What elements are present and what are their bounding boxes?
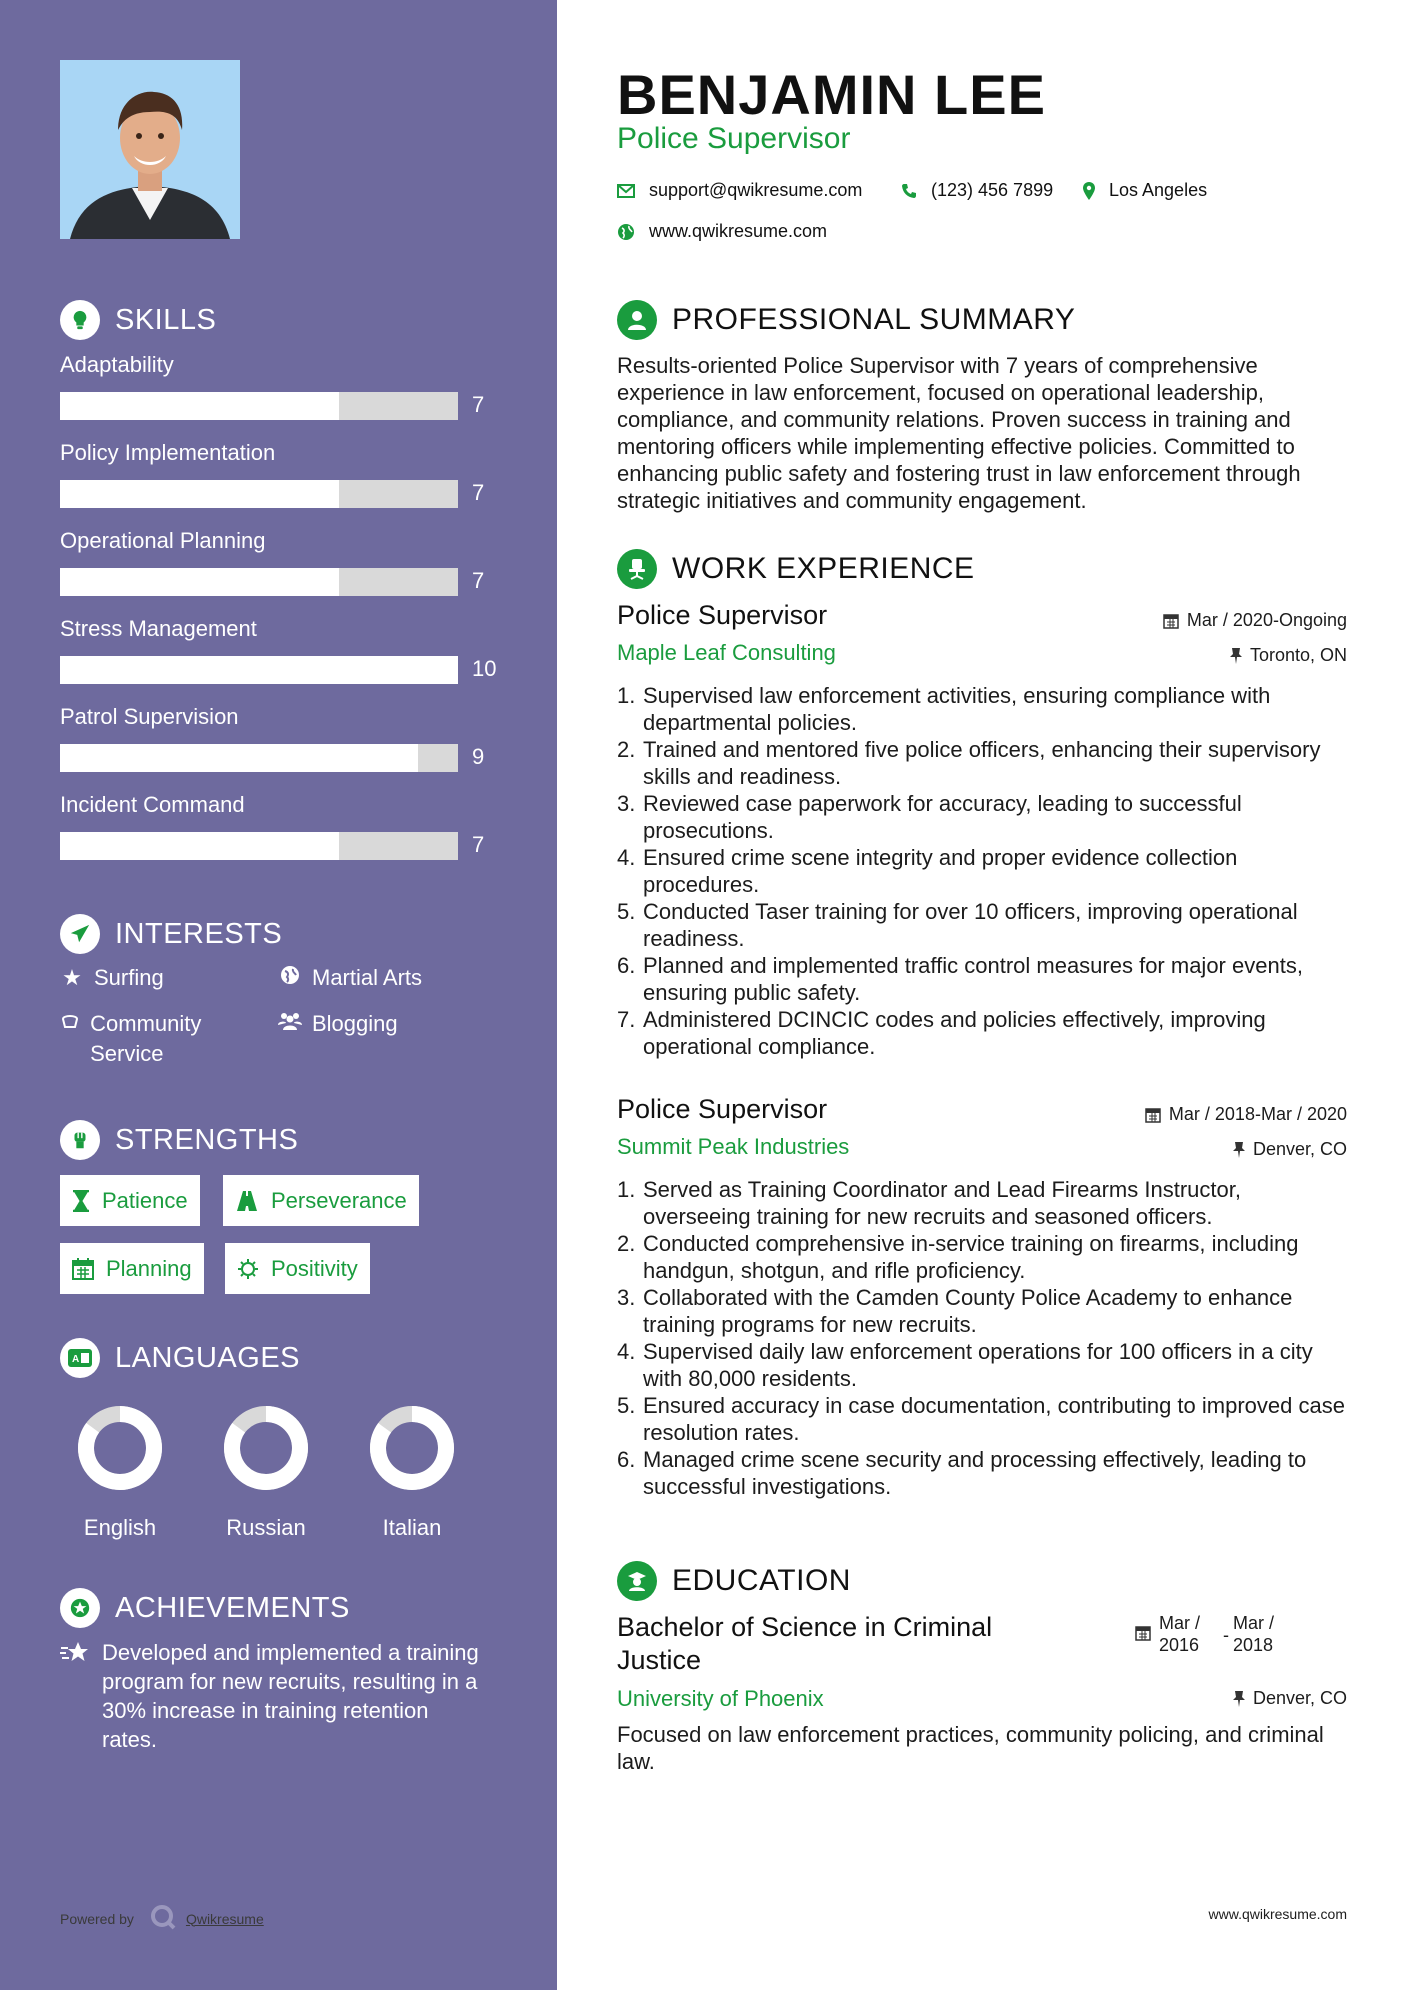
job-dates: Mar / 2020-Ongoing (1163, 610, 1347, 631)
paper-plane-icon (60, 914, 100, 954)
job-location: Toronto, ON (1230, 645, 1347, 666)
calendar-icon (1163, 613, 1179, 629)
language-icon (60, 1338, 100, 1378)
contact-email: support@qwikresume.com (617, 180, 862, 201)
fist-icon (60, 1120, 100, 1160)
skill-bar (60, 744, 458, 772)
powered-by: Powered by Qwikresume (60, 1904, 264, 1933)
education-dates: Mar / 2016 - Mar / 2018 (1135, 1612, 1293, 1656)
contact-phone: (123) 456 7899 (901, 180, 1053, 201)
interest-item: Blogging (278, 1009, 398, 1039)
skill-bar-fill (60, 832, 339, 860)
contact-website: www.qwikresume.com (617, 221, 827, 242)
job-bullet: 7. Administered DCINCIC codes and policies effectively, improving operational compliance. (617, 1007, 1266, 1059)
job-bullet: 4. Ensured crime scene integrity and proper evidence collection procedures. (617, 845, 1238, 897)
skill-item (60, 528, 510, 593)
language-ring (352, 1402, 472, 1502)
skill-name: Stress Management (60, 616, 257, 641)
job-location: Denver, CO (1233, 1139, 1347, 1160)
profile-photo (60, 60, 240, 239)
graduate-icon (617, 1561, 657, 1601)
skill-bar (60, 392, 458, 420)
phone-icon (901, 183, 917, 199)
candidate-name: BENJAMIN LEE (617, 63, 1046, 126)
pushpin-icon (1233, 1142, 1245, 1158)
calendar-icon (1135, 1624, 1151, 1646)
interests-heading: INTERESTS (60, 914, 282, 954)
users-icon (278, 1009, 302, 1039)
globe-icon (617, 223, 635, 241)
office-chair-icon (617, 549, 657, 589)
skill-item (60, 792, 510, 857)
skill-name: Policy Implementation (60, 440, 276, 465)
strength-chip: Planning (60, 1243, 204, 1294)
sidebar (0, 0, 557, 1990)
job-bullet: 1. Supervised law enforcement activities, ensuring compliance with departmental policies. (617, 683, 1271, 735)
job-bullet: 5. Conducted Taser training for over 10 officers, improving operational readiness. (617, 899, 1298, 951)
strengths-heading: STRENGTHS (60, 1120, 298, 1160)
job-dates: Mar / 2018-Mar / 2020 (1145, 1104, 1347, 1125)
envelope-icon (617, 184, 635, 198)
interest-item: Community Service (60, 1009, 250, 1069)
skill-value: 7 (472, 568, 485, 593)
skill-name: Adaptability (60, 352, 174, 377)
language-item (206, 1402, 326, 1541)
summary-text: Results-oriented Police Supervisor with 7 years of comprehensive experience in law enforcement, focused on operational leadership, compliance, and community relations. Proven success in training and mentoring officers while implementing effective policies. Committed to enhancing public safety and fostering trust in law enforcement through strategic initiatives and community engagement. (617, 353, 1301, 513)
job-bullets (617, 682, 1347, 1060)
skills-heading: SKILLS (60, 300, 216, 340)
star-icon: ★ (62, 965, 82, 990)
skill-item (60, 616, 510, 681)
language-name: English (83, 1515, 157, 1540)
strength-chip: Positivity (225, 1243, 370, 1294)
qwikresume-logo-icon (150, 1904, 176, 1933)
job-title: Police Supervisor (617, 1094, 828, 1124)
skill-value: 7 (472, 480, 485, 505)
skill-bar (60, 480, 458, 508)
skill-value: 7 (472, 832, 485, 857)
calendar-icon (1145, 1107, 1161, 1123)
pushpin-icon (1230, 648, 1242, 664)
skill-item (60, 440, 510, 505)
job-bullet: 4. Supervised daily law enforcement operations for 100 officers in a city with 80,000 residents. (617, 1339, 1313, 1391)
achievement-item: Developed and implemented a training program for new recruits, resulting in a 30% increase in training retention rates. (60, 1638, 480, 1754)
hand-icon (60, 1009, 80, 1039)
language-name: Russian (226, 1515, 306, 1540)
footer-url[interactable]: www.qwikresume.com (1208, 1906, 1347, 1922)
strength-chip: Perseverance (223, 1175, 419, 1226)
lightbulb-icon (60, 300, 100, 340)
skill-bar (60, 832, 458, 860)
language-ring (60, 1402, 180, 1502)
job-bullet: 1. Served as Training Coordinator and Lead Firearms Instructor, overseeing training for new recruits and seasoned officers. (617, 1177, 1241, 1229)
road-icon (235, 1191, 259, 1211)
achievements-heading: ACHIEVEMENTS (60, 1588, 350, 1628)
experience-heading: WORK EXPERIENCE (617, 549, 975, 589)
language-ring (206, 1402, 326, 1502)
job-bullet: 3. Collaborated with the Camden County Police Academy to enhance training programs for new recruits. (617, 1285, 1293, 1337)
skill-item (60, 352, 510, 417)
education-heading: EDUCATION (617, 1561, 851, 1601)
skill-name: Patrol Supervision (60, 704, 239, 729)
stars-icon (60, 1638, 90, 1754)
calendar-icon (72, 1258, 94, 1280)
skill-name: Incident Command (60, 792, 245, 817)
job-bullet: 6. Planned and implemented traffic control measures for major events, ensuring public safety. (617, 953, 1303, 1005)
job-bullets (617, 1176, 1347, 1500)
skill-bar-fill (60, 392, 339, 420)
svg-text:A: A (72, 1354, 80, 1365)
summary-heading: PROFESSIONAL SUMMARY (617, 300, 1075, 340)
hourglass-icon (72, 1190, 90, 1212)
skill-name: Operational Planning (60, 528, 266, 553)
qwikresume-link[interactable]: Qwikresume (185, 1910, 264, 1927)
star-badge-icon (60, 1588, 100, 1628)
interest-item: ★ Surfing (60, 963, 164, 993)
skill-bar (60, 568, 458, 596)
job-bullet: 3. Reviewed case paperwork for accuracy, leading to successful prosecutions. (617, 791, 1242, 843)
education-school: University of Phoenix (617, 1686, 824, 1711)
map-pin-icon (1083, 182, 1095, 200)
sun-icon (237, 1258, 259, 1280)
candidate-role: Police Supervisor (617, 122, 851, 155)
skill-bar-fill (60, 744, 418, 772)
job-company: Maple Leaf Consulting (617, 640, 836, 665)
education-degree: Bachelor of Science in Criminal Justice (617, 1612, 993, 1675)
skill-bar-fill (60, 568, 339, 596)
skill-bar (60, 656, 458, 684)
job-bullet: 2. Trained and mentored five police officers, enhancing their supervisory skills and readiness. (617, 737, 1321, 789)
language-name: Italian (382, 1515, 442, 1540)
job-bullet: 2. Conducted comprehensive in-service training on firearms, including handgun, shotgun, and rifle proficiency. (617, 1231, 1299, 1283)
job-title: Police Supervisor (617, 600, 828, 630)
education-description: Focused on law enforcement practices, community policing, and criminal law. (617, 1722, 1324, 1774)
skill-value: 9 (472, 744, 485, 769)
languages-heading: A LANGUAGES (60, 1338, 300, 1378)
pushpin-icon (1233, 1691, 1245, 1707)
contact-location: Los Angeles (1083, 180, 1207, 201)
job-bullet: 5. Ensured accuracy in case documentation, contributing to improved case resolution rates. (617, 1393, 1345, 1445)
skill-bar-fill (60, 480, 339, 508)
skill-bar-fill (60, 656, 458, 684)
skill-item (60, 704, 510, 769)
user-icon (617, 300, 657, 340)
strength-chip: Patience (60, 1175, 200, 1226)
language-item (60, 1402, 180, 1541)
globe-icon (278, 963, 302, 993)
skill-value: 10 (472, 656, 497, 681)
interest-item: Martial Arts (278, 963, 422, 993)
skill-value: 7 (472, 392, 485, 417)
language-item (352, 1402, 472, 1541)
job-company: Summit Peak Industries (617, 1134, 850, 1159)
education-location: Denver, CO (1233, 1688, 1347, 1709)
job-bullet: 6. Managed crime scene security and processing effectively, leading to successful investigations. (617, 1447, 1307, 1499)
